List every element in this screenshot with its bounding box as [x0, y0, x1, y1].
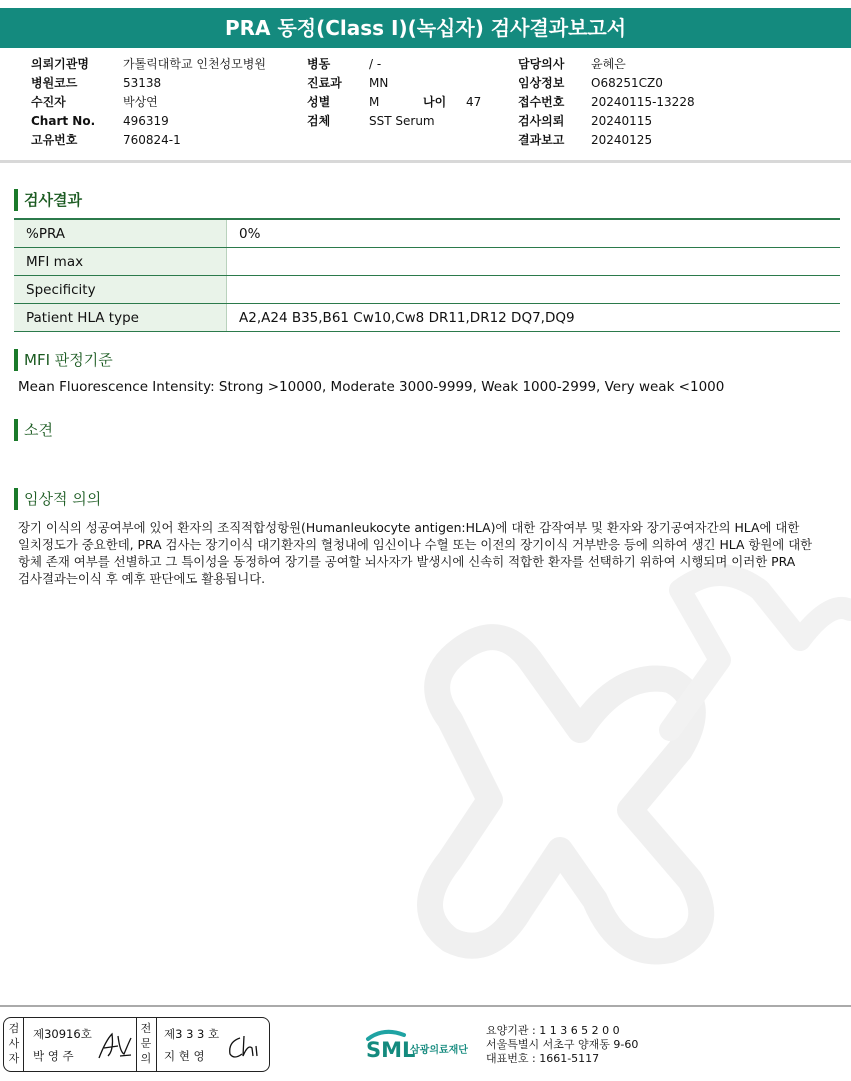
mfi-section-title: MFI 판정기준	[14, 349, 113, 371]
info-value: / -	[369, 57, 382, 71]
specialist-signature-icon	[226, 1032, 262, 1062]
info-value: O68251CZ0	[591, 76, 663, 90]
info-label: 진료과	[307, 76, 342, 90]
info-value: 496319	[123, 114, 169, 128]
clinical-line: 항체 존재 여부를 선별하고 그 특이성을 동정하여 장기를 공여할 뇌사자가 발생시에 신속히 적합한 환자를 선택하기 위하여 시행되며 이러한 PRA	[18, 554, 796, 569]
info-value: MN	[369, 76, 389, 90]
info-value: 20240115	[591, 114, 653, 128]
result-key: Specificity	[14, 276, 227, 304]
table-row	[14, 304, 840, 332]
specialist-license-no: 제3 3 3 호	[164, 1027, 220, 1041]
clinical-line: 장기 이식의 성공여부에 있어 환자의 조직적합성항원(Humanleukocyte antigen:HLA)에 대한 감작여부 및 환자와 장기공여자간의 HLA에 대한	[18, 520, 800, 535]
result-key: MFI max	[14, 248, 227, 276]
info-row-specimen	[307, 112, 481, 131]
result-key: %PRA	[14, 219, 227, 248]
results-section-title: 검사결과	[14, 189, 82, 211]
info-label: 고유번호	[31, 133, 78, 147]
examiner-signature-icon	[96, 1030, 134, 1064]
opinion-section-title: 소견	[14, 419, 53, 441]
info-row-report-date	[518, 131, 695, 150]
info-row-patient	[31, 93, 266, 112]
sml-logo-icon	[364, 1025, 482, 1065]
info-value: 760824-1	[123, 133, 181, 147]
info-row-department	[307, 74, 481, 93]
result-value	[227, 248, 841, 276]
info-label: 수진자	[31, 95, 66, 109]
address-line: 대표번호 : 1661-5117	[486, 1052, 600, 1065]
info-label: 결과보고	[518, 133, 565, 147]
address-line: 서울특별시 서초구 양재동 9-60	[486, 1038, 639, 1051]
info-label: 접수번호	[518, 95, 565, 109]
info-row-request-date	[518, 112, 695, 131]
specialist-name: 지 현 영	[164, 1049, 205, 1063]
info-row-institution	[31, 55, 266, 74]
info-column-1	[31, 55, 266, 150]
clinical-line: 검사결과는이식 후 예후 판단에도 활용됩니다.	[18, 571, 266, 586]
info-row-hospital-code	[31, 74, 266, 93]
info-label: 임상정보	[518, 76, 565, 90]
info-value: SST Serum	[369, 114, 435, 128]
specialist-label: 전 문 의	[140, 1022, 152, 1065]
stamp-divider	[23, 1018, 24, 1071]
result-value: 0%	[227, 219, 841, 248]
clinical-paragraph	[18, 519, 818, 587]
footer-divider	[0, 1005, 851, 1007]
mfi-criteria-text: Mean Fluorescence Intensity: Strong >10000, Moderate 3000-9999, Weak 1000-2999, Very weak <1000	[18, 379, 725, 395]
examiner-license-no: 제30916호	[33, 1027, 92, 1041]
signature-stamp	[3, 1017, 270, 1072]
info-label: 병동	[307, 57, 331, 71]
header-divider	[0, 160, 851, 163]
info-row-receipt-no	[518, 93, 695, 112]
info-column-3	[518, 55, 695, 150]
info-label: 성별	[307, 95, 331, 109]
age-label: 나이	[423, 95, 447, 109]
info-row-doctor	[518, 55, 695, 74]
info-value: 윤혜은	[591, 57, 626, 71]
report-title: PRA 동정(Class I)(녹십자) 검사결과보고서	[0, 8, 851, 48]
clinical-section-title: 임상적 의의	[14, 488, 101, 510]
age-value: 47	[466, 95, 482, 109]
watermark-cross-icon	[380, 560, 851, 1000]
result-value: A2,A24 B35,B61 Cw10,Cw8 DR11,DR12 DQ7,DQ9	[227, 304, 841, 332]
info-value: 53138	[123, 76, 162, 90]
table-row	[14, 276, 840, 304]
info-value: 박상연	[123, 95, 158, 109]
result-key: Patient HLA type	[14, 304, 227, 332]
examiner-name: 박 영 주	[33, 1049, 74, 1063]
result-value	[227, 276, 841, 304]
info-row-ward	[307, 55, 481, 74]
address-line: 요양기관 : 1 1 3 6 5 2 0 0	[486, 1024, 620, 1037]
footer-address	[486, 1024, 638, 1066]
table-row	[14, 248, 840, 276]
clinical-line: 일치정도가 중요한데, PRA 검사는 장기이식 대기환자의 혈청내에 임신이나 수혈 또는 이전의 장기이식 거부반응 등에 의하여 생긴 HLA 항원에 대한	[18, 537, 813, 552]
info-row-chart-no	[31, 112, 266, 131]
info-column-2	[307, 55, 481, 131]
examiner-label: 검 사 자	[8, 1022, 20, 1065]
info-row-clinical-info	[518, 74, 695, 93]
info-row-unique-no	[31, 131, 266, 150]
results-table	[14, 218, 840, 332]
info-value: M	[369, 95, 380, 109]
info-value: 20240125	[591, 133, 653, 147]
info-value: 20240115-13228	[591, 95, 695, 109]
info-value: 가톨릭대학교 인천성모병원	[123, 57, 266, 71]
info-label: 의뢰기관명	[31, 57, 89, 71]
stamp-divider	[156, 1018, 157, 1071]
info-label: 검사의뢰	[518, 114, 565, 128]
info-label: 담당의사	[518, 57, 565, 71]
info-label: Chart No.	[31, 114, 96, 128]
info-label: 검체	[307, 114, 331, 128]
svg-text:삼광의료재단: 삼광의료재단	[410, 1045, 468, 1056]
stamp-divider	[136, 1018, 137, 1071]
info-row-sex	[307, 93, 481, 112]
table-row	[14, 219, 840, 248]
info-label: 병원코드	[31, 76, 78, 90]
svg-text:SML: SML	[366, 1038, 416, 1062]
